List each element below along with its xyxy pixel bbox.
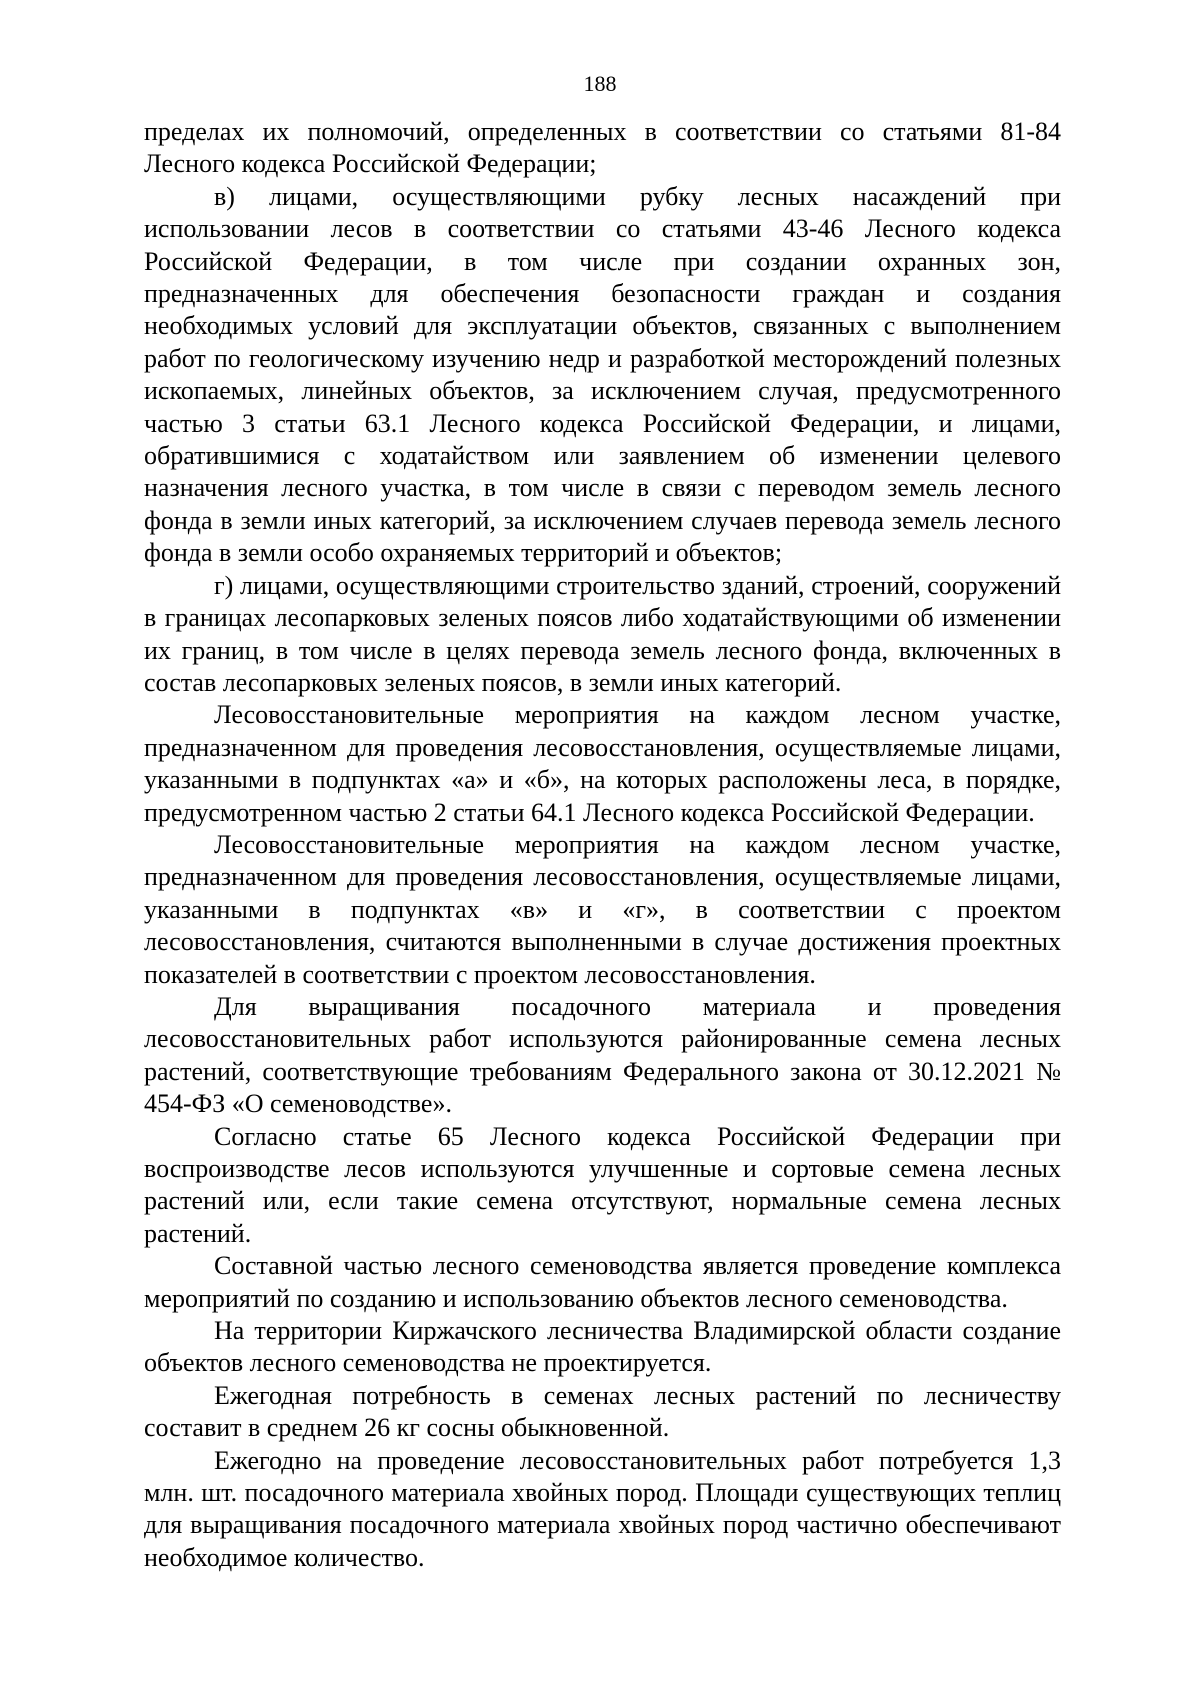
paragraph-item-g: г) лицами, осуществляющими строительство зданий, строений, сооружений в границах лесопарковых зеленых поясов либо ходатайствующими об изменении их границ, в том числе в целях перевода земель лесного фонда, включенных в состав лесопарковых зеленых поясов, в земли иных категорий.: [144, 570, 1061, 697]
document-body: [144, 116, 1061, 1574]
paragraph-reforestation-a-b: Лесовосстановительные мероприятия на каждом лесном участке, предназначенном для проведения лесовосстановления, осуществляемые лицами, указанными в подпунктах «а» и «б», на которых расположены леса, в порядке, предусмотренном частью 2 статьи 64.1 Лесного кодекса Российской Федерации.: [144, 700, 1061, 827]
paragraph-kirzhach: На территории Киржачского лесничества Владимирской области создание объектов лесного семеноводства не проектируется.: [144, 1316, 1061, 1378]
paragraph-annual-seed-need: Ежегодная потребность в семенах лесных растений по лесничеству составит в среднем 26 кг сосны обыкновенной.: [144, 1380, 1061, 1443]
paragraph-item-v: в) лицами, осуществляющими рубку лесных насаждений при использовании лесов в соответствии со статьями 43-46 Лесного кодекса Российской Федерации, в том числе при создании охранных зон, предназначенных для обеспечения безопасности граждан и создания необходимых условий для эксплуатации объектов, связанных с выполнением работ по геологическому изучению недр и разработкой месторождений полезных ископаемых, линейных объектов, за исключением случая, предусмотренного частью 3 статьи 63.1 Лесного кодекса Российской Федерации, и лицами, обратившимися с ходатайством или заявлением об изменении целевого назначения лесного участка, в том числе в связи с переводом земель лесного фонда в земли иных категорий, за исключением случаев перевода земель лесного фонда в земли особо охраняемых территорий и объектов;: [144, 181, 1061, 568]
paragraph-seed-requirements: Для выращивания посадочного материала и проведения лесовосстановительных работ используются районированные семена лесных растений, соответствующие требованиям Федерального закона от 30.12.2021 № 454-ФЗ «О семеноводстве».: [144, 991, 1061, 1119]
paragraph-reforestation-v-g: Лесовосстановительные мероприятия на каждом лесном участке, предназначенном для проведения лесовосстановления, осуществляемые лицами, указанными в подпунктах «в» и «г», в соответствии с проектом лесовосстановления, считаются выполненными в случае достижения проектных показателей в соответствии с проектом лесовосстановления.: [144, 829, 1061, 989]
page-number: 188: [583, 71, 617, 96]
paragraph-seed-production: Составной частью лесного семеноводства является проведение комплекса мероприятий по созданию и использованию объектов лесного семеноводства.: [144, 1251, 1061, 1313]
paragraph-planting-material: Ежегодно на проведение лесовосстановительных работ потребуется 1,3 млн. шт. посадочного материала хвойных пород. Площади существующих теплиц для выращивания посадочного материала хвойных пород частично обеспечивают необходимое количество.: [144, 1445, 1061, 1572]
paragraph-article-65: Согласно статье 65 Лесного кодекса Российской Федерации при воспроизводстве лесов используются улучшенные и сортовые семена лесных растений или, если такие семена отсутствуют, нормальные семена лесных растений.: [144, 1121, 1061, 1248]
paragraph-continuation: пределах их полномочий, определенных в соответствии со статьями 81-84 Лесного кодекса Российской Федерации;: [144, 117, 1061, 179]
